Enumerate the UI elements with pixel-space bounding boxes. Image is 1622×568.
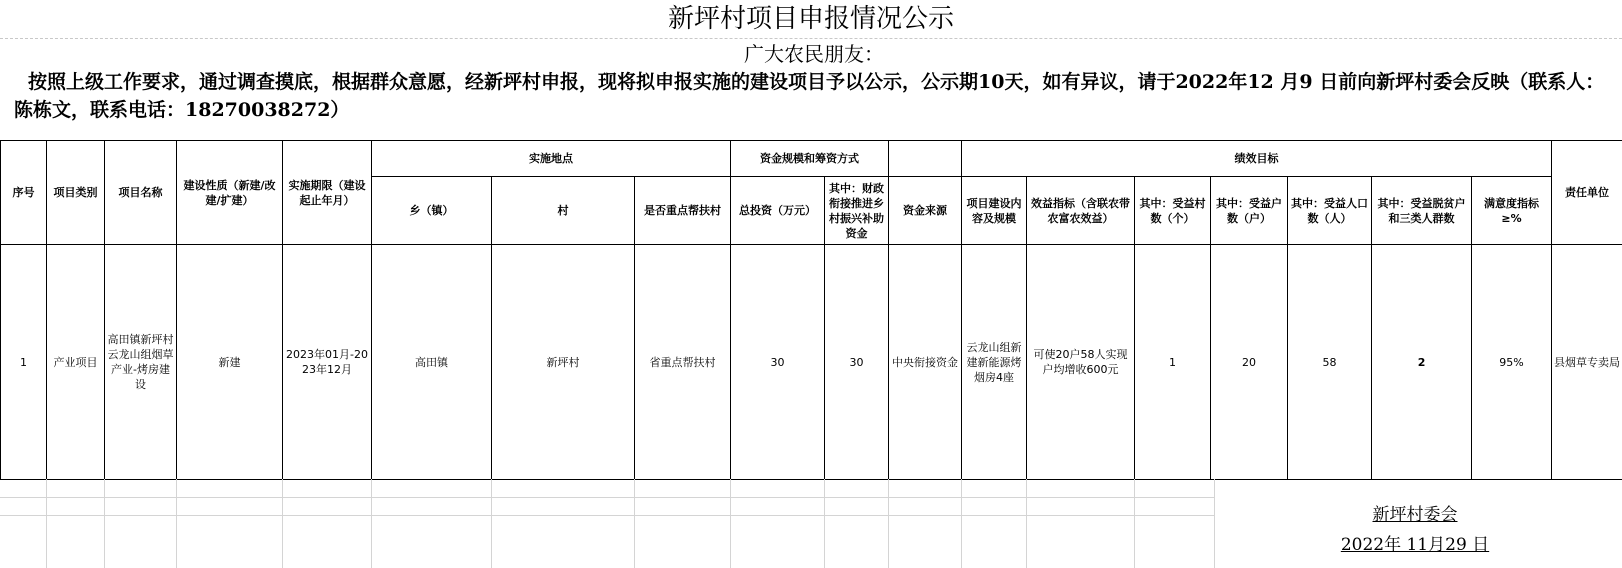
header-villages: 其中：受益村数（个） (1135, 177, 1211, 245)
project-table (0, 140, 1622, 480)
notice-body: 按照上级工作要求，通过调查摸底，根据群众意愿，经新坪村申报，现将拟申报实施的建设项目予以公示，公示期10天，如有异议，请于2022年12 月9 日前向新坪村委会反映（联系人：陈栋文，联系电话：18270038272） (14, 71, 1605, 121)
header-location: 实施地点 (372, 141, 731, 177)
header-performance: 绩效目标 (962, 141, 1552, 177)
gridline (961, 479, 962, 568)
signature-block (1215, 500, 1615, 560)
cell-population[interactable]: 58 (1288, 245, 1372, 480)
header-content: 项目建设内容及规模 (962, 177, 1027, 245)
header-type: 项目类别 (47, 141, 105, 245)
cell-fund-source[interactable]: 中央衔接资金 (889, 245, 962, 480)
cell-village[interactable]: 新坪村 (492, 245, 635, 480)
header-satisfaction: 满意度指标≥% (1472, 177, 1552, 245)
header-funding: 资金规模和筹资方式 (731, 141, 889, 177)
header-blank (889, 141, 962, 177)
gridline (371, 479, 372, 568)
cell-unit[interactable]: 县烟草专卖局 (1552, 245, 1622, 480)
gridline (46, 479, 47, 568)
header-seq: 序号 (1, 141, 47, 245)
header-fiscal: 其中：财政衔接推进乡村振兴补助资金 (825, 177, 889, 245)
header-nature: 建设性质（新建/改建/扩建） (177, 141, 283, 245)
gridline (1134, 479, 1135, 568)
cell-content[interactable]: 云龙山组新建新能源烤烟房4座 (962, 245, 1027, 480)
header-key-aid: 是否重点帮扶村 (635, 177, 731, 245)
gridline (824, 479, 825, 568)
cell-poverty[interactable]: 2 (1372, 245, 1472, 480)
gridline (634, 479, 635, 568)
cell-type[interactable]: 产业项目 (47, 245, 105, 480)
header-village: 村 (492, 177, 635, 245)
header-poverty: 其中：受益脱贫户和三类人群数 (1372, 177, 1472, 245)
signature-org: 新坪村委会 (1372, 505, 1458, 525)
cell-villages[interactable]: 1 (1135, 245, 1211, 480)
gridline (176, 479, 177, 568)
cell-satisfaction[interactable]: 95% (1472, 245, 1552, 480)
cell-period[interactable]: 2023年01月-2023年12月 (283, 245, 372, 480)
gridline (888, 479, 889, 568)
notice-greeting: 广大农民朋友： (744, 42, 884, 66)
gridline (491, 479, 492, 568)
cell-seq[interactable]: 1 (1, 245, 47, 480)
header-unit: 责任单位 (1552, 141, 1622, 245)
gridline (0, 515, 1215, 516)
gridline (730, 479, 731, 568)
header-households: 其中：受益户数（户） (1211, 177, 1288, 245)
gridline (282, 479, 283, 568)
header-fund-source: 资金来源 (889, 177, 962, 245)
gridline (1026, 479, 1027, 568)
cell-fiscal[interactable]: 30 (825, 245, 889, 480)
header-benefit: 效益指标（含联农带农富农效益） (1027, 177, 1135, 245)
cell-total-invest[interactable]: 30 (731, 245, 825, 480)
header-period: 实施期限（建设起止年月） (283, 141, 372, 245)
header-total-invest: 总投资（万元） (731, 177, 825, 245)
cell-nature[interactable]: 新建 (177, 245, 283, 480)
signature-date: 2022年 11月29 日 (1340, 535, 1490, 555)
gridline (104, 479, 105, 568)
cell-name[interactable]: 高田镇新坪村云龙山组烟草产业-烤房建设 (105, 245, 177, 480)
gridline (0, 497, 1215, 498)
cell-key-aid[interactable]: 省重点帮扶村 (635, 245, 731, 480)
page-title: 新坪村项目申报情况公示 (0, 0, 1622, 39)
notice-block (14, 40, 1614, 124)
table-row (1, 245, 1622, 480)
header-name: 项目名称 (105, 141, 177, 245)
header-population: 其中：受益人口数（人） (1288, 177, 1372, 245)
cell-town[interactable]: 高田镇 (372, 245, 492, 480)
header-town: 乡（镇） (372, 177, 492, 245)
cell-households[interactable]: 20 (1211, 245, 1288, 480)
cell-benefit[interactable]: 可使20户58人实现户均增收600元 (1027, 245, 1135, 480)
